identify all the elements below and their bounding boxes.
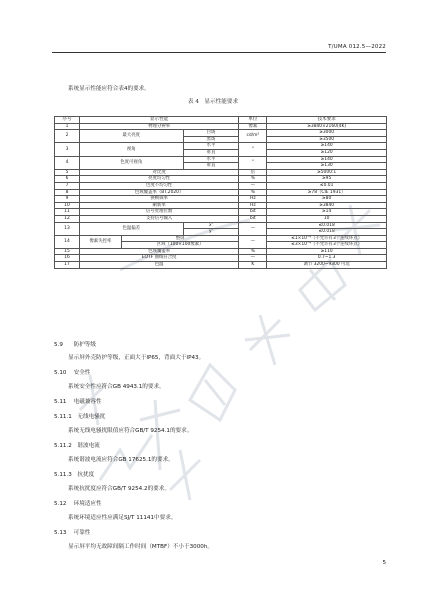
table-row <box>55 189 387 196</box>
table-row <box>55 196 387 203</box>
row-requirement: ≥3000 <box>267 130 387 137</box>
row-item: 色域覆盖率（BT.2020） <box>79 189 238 196</box>
section-heading: 5.11.1 无线电骚扰 <box>54 414 106 420</box>
row-unit: Hz <box>239 196 267 203</box>
table-row <box>55 182 387 189</box>
row-number: 17 <box>55 262 80 269</box>
row-item: 色度不均匀性 <box>79 182 238 189</box>
row-number: 11 <box>55 209 80 216</box>
row-subitem: 水平 <box>183 156 239 163</box>
row-requirement: 10 <box>267 215 387 222</box>
row-requirement: ≥140 <box>267 143 387 150</box>
row-item: 色度可视角 <box>79 156 183 169</box>
row-number: 6 <box>55 176 80 183</box>
row-requirement: ≤0.01 <box>267 182 387 189</box>
row-subitem: 垂直 <box>183 163 239 170</box>
row-requirement: ≥140 <box>267 156 387 163</box>
table-row <box>55 143 387 150</box>
row-unit: % <box>239 176 267 183</box>
row-number: 10 <box>55 202 80 209</box>
table-row <box>55 222 387 229</box>
row-requirement: ≥130 <box>267 163 387 170</box>
section-heading: 5.10 安全性 <box>54 370 91 376</box>
row-subitem: y' <box>183 229 239 236</box>
header-divider <box>52 52 386 53</box>
row-unit: — <box>239 255 267 262</box>
table-row <box>55 123 387 130</box>
section-heading: 5.9 防护等级 <box>54 342 96 348</box>
row-item: 色域覆盖率 <box>79 248 238 255</box>
section-heading: 5.12 环境适应性 <box>54 501 102 507</box>
section-heading: 5.13 可靠性 <box>54 530 91 536</box>
row-requirement: ≥3500 <box>267 136 387 143</box>
section-heading: 5.11 电磁兼容性 <box>54 399 102 405</box>
row-item: 支持信号输入 <box>79 215 238 222</box>
row-number: 7 <box>55 182 80 189</box>
row-requirement: ≥78（CIE 1931） <box>267 189 387 196</box>
row-subitem: 水平 <box>183 143 239 150</box>
header-cell: 单位 <box>239 117 267 124</box>
row-unit: Hz <box>239 202 267 209</box>
table-row <box>55 169 387 176</box>
row-item: 色温偏差 <box>79 222 183 235</box>
row-number: 1 <box>55 123 80 130</box>
row-requirement: ≤3×10⁻⁴（不允许有3个连续坏点） <box>267 242 387 249</box>
row-item: 色温 <box>79 262 238 269</box>
row-unit: — <box>239 182 267 189</box>
row-requirement: ≥14 <box>267 209 387 216</box>
row-unit: cd/m² <box>239 130 267 143</box>
row-unit: — <box>239 235 267 248</box>
row-requirement: ≥80 <box>267 196 387 203</box>
display-performance-table <box>54 116 387 269</box>
table-row <box>55 255 387 262</box>
row-number: 13 <box>55 222 80 235</box>
row-number: 14 <box>55 235 80 248</box>
row-item: EOTF 曲线符合度 <box>79 255 238 262</box>
row-requirement: ≥3840 <box>267 202 387 209</box>
row-number: 2 <box>55 130 80 143</box>
table-row <box>55 235 387 242</box>
row-unit: ° <box>239 143 267 156</box>
row-number: 9 <box>55 196 80 203</box>
row-number: 3 <box>55 143 80 156</box>
table-row <box>55 176 387 183</box>
table-row <box>55 130 387 137</box>
row-unit: bit <box>239 215 267 222</box>
section-body: 系统谐波电流应符合GB 17625.1的要求。 <box>68 457 174 463</box>
row-unit: % <box>239 248 267 255</box>
header-cell: 技术要求 <box>267 117 387 124</box>
row-number: 16 <box>55 255 80 262</box>
row-subitem: 黑场 <box>183 136 239 143</box>
row-item: 对比度 <box>79 169 238 176</box>
row-requirement: ≤0.018 <box>267 222 387 229</box>
row-subitem: x' <box>183 222 239 229</box>
table-row <box>55 215 387 222</box>
table-row <box>55 156 387 163</box>
row-item: 信号处理位数 <box>79 209 238 216</box>
row-subitem: 白场 <box>183 130 239 137</box>
row-number: 5 <box>55 169 80 176</box>
row-number: 4 <box>55 156 80 169</box>
document-code: T/UMA 012.5—2022 <box>328 44 386 50</box>
row-unit: ° <box>239 156 267 169</box>
section-body: 系统安全性应符合GB 4943.1的要求。 <box>68 384 165 390</box>
section-heading: 5.11.3 抗扰度 <box>54 472 95 478</box>
table-header-row <box>55 117 387 124</box>
row-item: 物理分辨率 <box>79 123 238 130</box>
row-unit: % <box>239 189 267 196</box>
row-item: 最大亮度 <box>79 130 183 143</box>
row-requirement: 0.7~1.3 <box>267 255 387 262</box>
row-subitem: 整屏 <box>121 235 239 242</box>
section-body: 系统环境适应性应满足SJ/T 11141中要求。 <box>68 515 177 521</box>
row-requirement: ≤1×10⁻⁴（不允许有3个连续坏点） <box>267 235 387 242</box>
table-caption: 表 4 显示性能要求 <box>187 99 239 105</box>
row-requirement: ≥95 <box>267 176 387 183</box>
row-item: 刷新率 <box>79 202 238 209</box>
header-cell: 显示性能 <box>79 117 238 124</box>
row-number: 12 <box>55 215 80 222</box>
row-requirement: ≥110 <box>267 248 387 255</box>
row-item: 亮度均匀性 <box>79 176 238 183</box>
header-cell: 序号 <box>55 117 80 124</box>
section-body: 显示屏外壳防护等级，正面大于IP65，背面大于IP43。 <box>68 355 205 361</box>
row-requirement: ≥120 <box>267 149 387 156</box>
intro-paragraph: 系统显示性能应符合表4的要求。 <box>68 86 150 92</box>
row-item: 视角 <box>79 143 183 156</box>
section-body: 系统抗扰度应符合GB/T 9254.2的要求。 <box>68 486 170 492</box>
row-requirement: ≥5000:1 <box>267 169 387 176</box>
row-subitem: 垂直 <box>183 149 239 156</box>
row-unit: — <box>239 222 267 235</box>
row-unit: 倍 <box>239 169 267 176</box>
row-unit: bit <box>239 209 267 216</box>
row-requirement: ≥3840×2160(4K) <box>267 123 387 130</box>
table-row <box>55 248 387 255</box>
section-body: 系统无线电骚扰限值应符合GB/T 9254.1的要求。 <box>68 428 193 434</box>
row-number: 8 <box>55 189 80 196</box>
table-row <box>55 209 387 216</box>
table-row <box>55 202 387 209</box>
row-item: 像素失控率 <box>79 235 121 248</box>
row-subitem: 区域（100×100像素） <box>121 242 239 249</box>
row-requirement: ≤0.018 <box>267 229 387 236</box>
row-unit: K <box>239 262 267 269</box>
row-item: 换帧频率 <box>79 196 238 203</box>
table-row <box>55 262 387 269</box>
section-body: 显示屏平均无故障间隔工作时间（MTBF）不小于3000h。 <box>68 544 213 550</box>
row-unit: 像素 <box>239 123 267 130</box>
page-number: 5 <box>382 560 386 566</box>
row-requirement: 调节 3200~9300 可选 <box>267 262 387 269</box>
section-heading: 5.11.2 谐波电流 <box>54 443 100 449</box>
row-number: 15 <box>55 248 80 255</box>
